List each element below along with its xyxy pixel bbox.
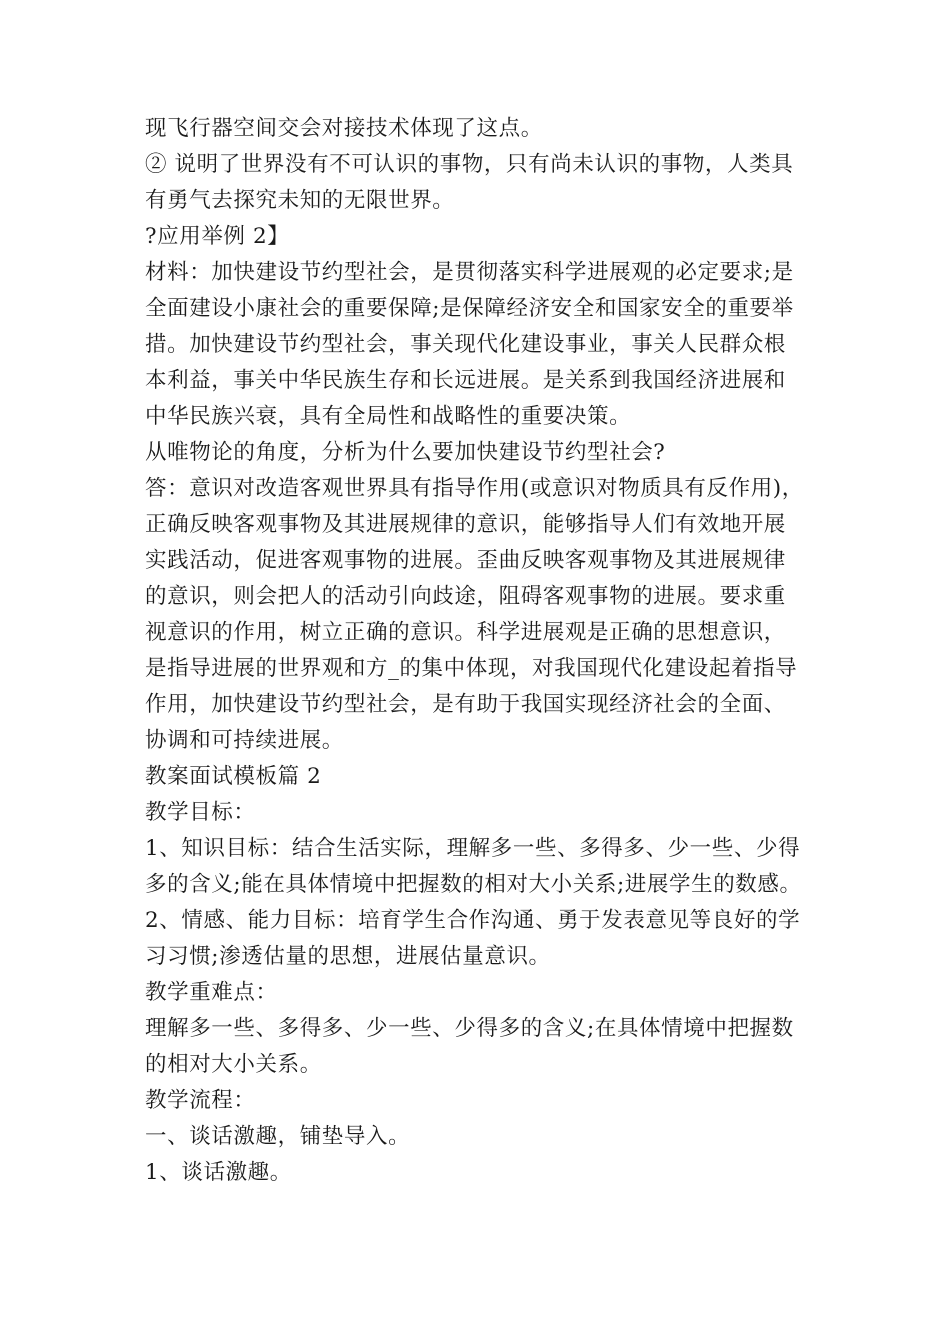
document-body xyxy=(145,111,820,1191)
text-line: 教学重难点： xyxy=(145,980,278,1005)
text-line: 是指导进展的世界观和方_的集中体现，对我国现代化建设起着指导 xyxy=(145,656,798,681)
text-line: 2、情感、能力目标：培育学生合作沟通、勇于发表意见等良好的学 xyxy=(145,908,801,933)
text-line: 答：意识对改造客观世界具有指导作用(或意识对物质具有反作用)， xyxy=(145,476,804,501)
text-line: 从唯物论的角度，分析为什么要加快建设节约型社会? xyxy=(145,440,666,465)
text-line: 有勇气去探究未知的无限世界。 xyxy=(145,188,455,213)
text-line: 的意识，则会把人的活动引向歧途，阻碍客观事物的进展。要求重 xyxy=(145,584,786,609)
text-line: 多的含义;能在具体情境中把握数的相对大小关系;进展学生的数感。 xyxy=(145,872,802,897)
text-line: 材料：加快建设节约型社会，是贯彻落实科学进展观的必定要求;是 xyxy=(145,260,794,285)
text-line: ?应用举例 2】 xyxy=(145,224,290,249)
text-line: 实践活动，促进客观事物的进展。歪曲反映客观事物及其进展规律 xyxy=(145,548,786,573)
section-heading: 教案面试模板篇 2 xyxy=(145,764,322,789)
text-line: 教学流程： xyxy=(145,1088,256,1113)
text-line: ② 说明了世界没有不可认识的事物，只有尚未认识的事物，人类具 xyxy=(145,152,794,177)
text-line: 习习惯;渗透估量的思想，进展估量意识。 xyxy=(145,944,551,969)
text-line: 一、谈话激趣，铺垫导入。 xyxy=(145,1124,411,1149)
text-line: 本利益，事关中华民族生存和长远进展。是关系到我国经济进展和 xyxy=(145,368,786,393)
text-line: 的相对大小关系。 xyxy=(145,1052,322,1077)
text-line: 协调和可持续进展。 xyxy=(145,728,344,753)
text-line: 中华民族兴衰，具有全局性和战略性的重要决策。 xyxy=(145,404,632,429)
text-line: 正确反映客观事物及其进展规律的意识，能够指导人们有效地开展 xyxy=(145,512,786,537)
text-line: 措。加快建设节约型社会，事关现代化建设事业，事关人民群众根 xyxy=(145,332,786,357)
text-line: 1、谈话激趣。 xyxy=(145,1160,292,1185)
text-line: 现飞行器空间交会对接技术体现了这点。 xyxy=(145,116,543,141)
text-line: 作用，加快建设节约型社会，是有助于我国实现经济社会的全面、 xyxy=(145,692,786,717)
text-line: 1、知识目标：结合生活实际，理解多一些、多得多、少一些、少得 xyxy=(145,836,801,861)
text-line: 视意识的作用，树立正确的意识。科学进展观是正确的思想意识， xyxy=(145,620,786,645)
text-line: 教学目标： xyxy=(145,800,256,825)
text-line: 全面建设小康社会的重要保障;是保障经济安全和国家安全的重要举 xyxy=(145,296,794,321)
text-line: 理解多一些、多得多、少一些、少得多的含义;在具体情境中把握数 xyxy=(145,1016,794,1041)
